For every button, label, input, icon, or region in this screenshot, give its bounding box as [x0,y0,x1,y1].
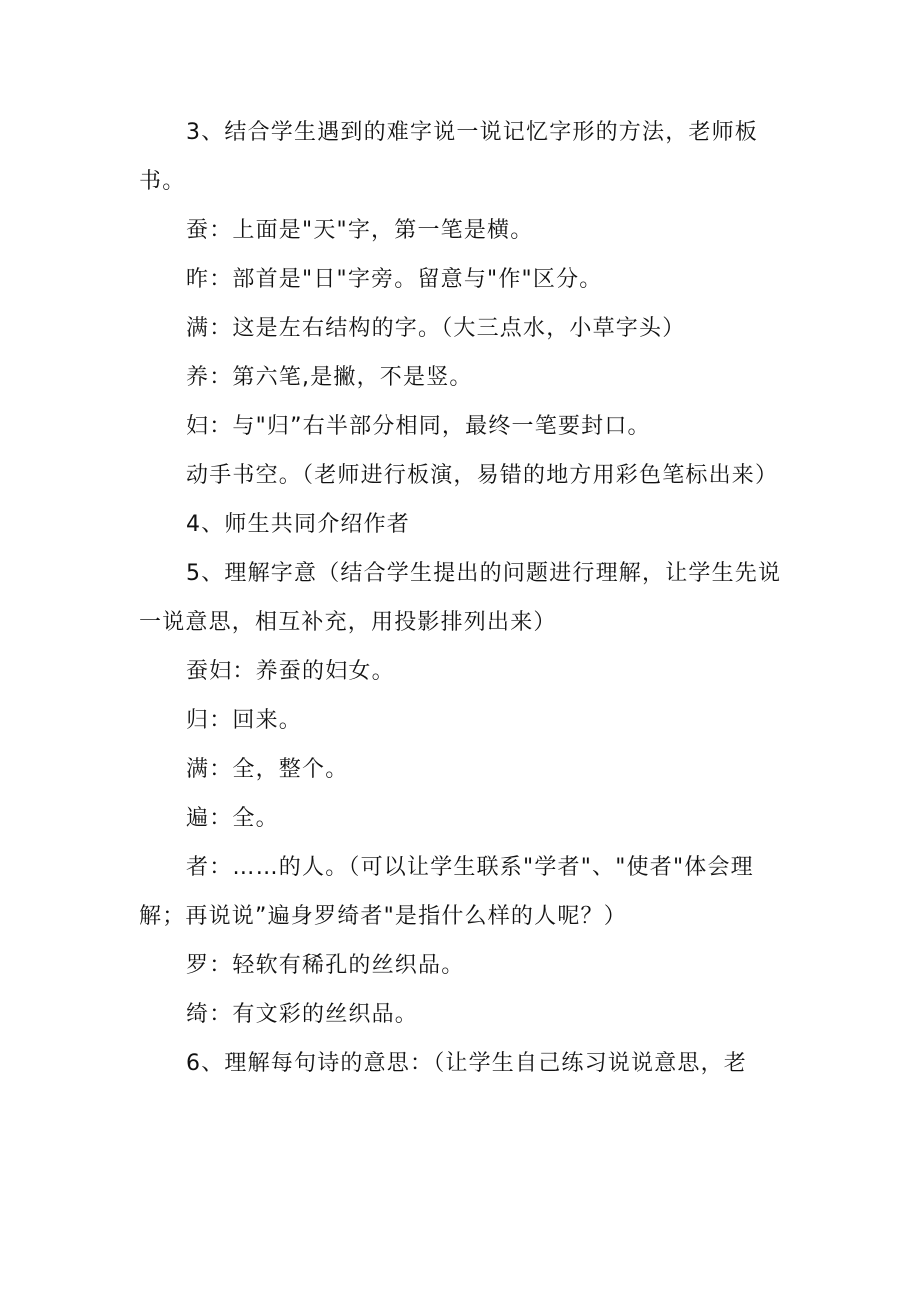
document-body [139,108,789,1088]
paragraph-char-zuo: 昨：部首是"日"字旁。留意与"作"区分。 [186,267,603,292]
paragraph-word-bian: 遍：全。 [186,806,279,831]
paragraph-word-luo: 罗：轻软有稀孔的丝织品。 [186,953,465,978]
paragraph-word-canfu: 蚕妇：养蚕的妇女。 [186,659,395,684]
paragraph-step-5: 5、理解字意（结合学生提出的问题进行理解，让学生先说一说意思，相互补充，用投影排列出来） [139,561,782,635]
paragraph-step-4: 4、师生共同介绍作者 [186,512,410,537]
paragraph-char-fu: 妇：与"归”右半部分相同，最终一笔要封口。 [186,414,651,439]
paragraph-air-writing: 动手书空。（老师进行板演，易错的地方用彩色笔标出来） [186,463,779,488]
paragraph-step-3: 3、结合学生遇到的难字说一说记忆字形的方法，老师板书。 [139,120,758,194]
paragraph-word-gui: 归：回来。 [186,708,303,733]
paragraph-char-can: 蚕：上面是"天"字，第一笔是横。 [186,218,534,243]
paragraph-word-zhe: 者：……的人。（可以让学生联系"学者"、"使者"体会理解；再说说”遍身罗绮者"是指什么样的人呢？） [139,855,754,929]
paragraph-word-man: 满：全，整个。 [186,757,349,782]
paragraph-char-man: 满：这是左右结构的字。（大三点水，小草字头） [186,316,686,341]
paragraph-step-6: 6、理解每句诗的意思：（让学生自己练习说说意思，老 [186,1051,747,1076]
paragraph-char-yang: 养：第六笔,是撇，不是竖。 [186,365,473,390]
paragraph-word-qi: 绮：有文彩的丝织品。 [186,1002,419,1027]
